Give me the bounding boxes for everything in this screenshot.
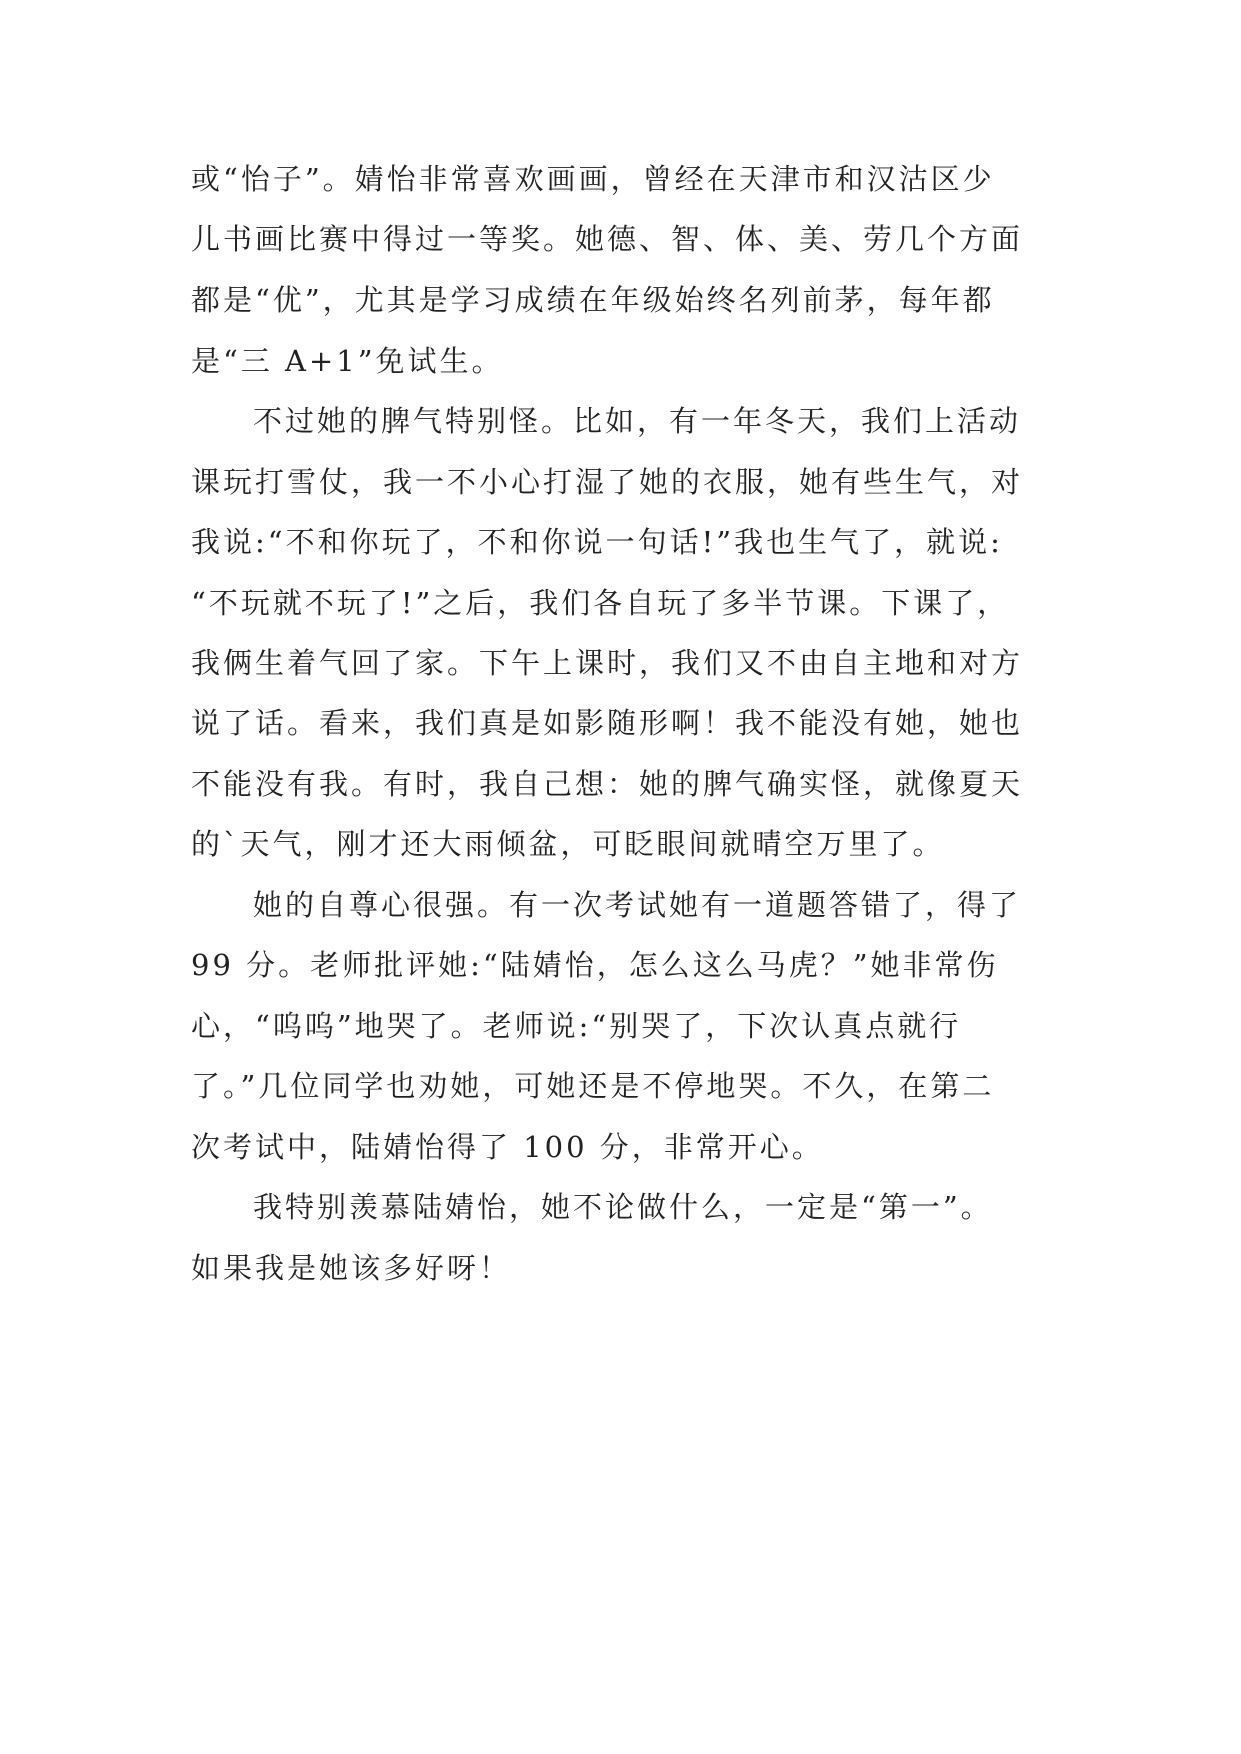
paragraph-first-line: 我特别羡慕陆婧怡，她不论做什么，一定是“第一”。 [253,1190,993,1224]
text-line: “不玩就不玩了!”之后，我们各自玩了多半节课。下课了， [191,586,1010,620]
text-line: 儿书画比赛中得过一等奖。她德、智、体、美、劳几个方面 [191,222,1024,256]
text-line: 课玩打雪仗，我一不小心打湿了她的衣服，她有些生气，对 [191,465,1024,499]
text-line: 都是“优”，尤其是学习成绩在年级始终名列前茅，每年都 [191,283,995,317]
paragraph-first-line: 她的自尊心很强。有一次考试她有一道题答错了，得了 [253,888,1022,922]
text-line: 次考试中，陆婧怡得了 100 分，非常开心。 [191,1130,824,1164]
text-line: 是“三 A+1”免试生。 [191,344,504,378]
text-line: 了。”几位同学也劝她，可她还是不停地哭。不久，在第二 [191,1069,995,1103]
paragraph-first-line: 不过她的脾气特别怪。比如，有一年冬天，我们上活动 [253,404,1022,438]
text-line: 或“怡子”。婧怡非常喜欢画画，曾经在天津市和汉沽区少 [191,162,995,196]
text-line: 不能没有我。有时，我自己想：她的脾气确实怪，就像夏天 [191,767,1024,801]
text-line: 我俩生着气回了家。下午上课时，我们又不由自主地和对方 [191,646,1024,680]
text-line: 说了话。看来，我们真是如影随形啊！我不能没有她，她也 [191,706,1024,740]
text-line: 如果我是她该多好呀！ [191,1251,512,1285]
text-line: 的`天气，刚才还大雨倾盆，可眨眼间就晴空万里了。 [191,827,945,861]
text-line: 心，“呜呜”地哭了。老师说:“别哭了，下次认真点就行 [191,1009,962,1043]
text-line: 99 分。老师批评她:“陆婧怡，怎么这么马虎？”她非常伤 [191,948,999,982]
text-line: 我说:“不和你玩了，不和你说一句话!”我也生气了，就说: [191,525,1003,559]
